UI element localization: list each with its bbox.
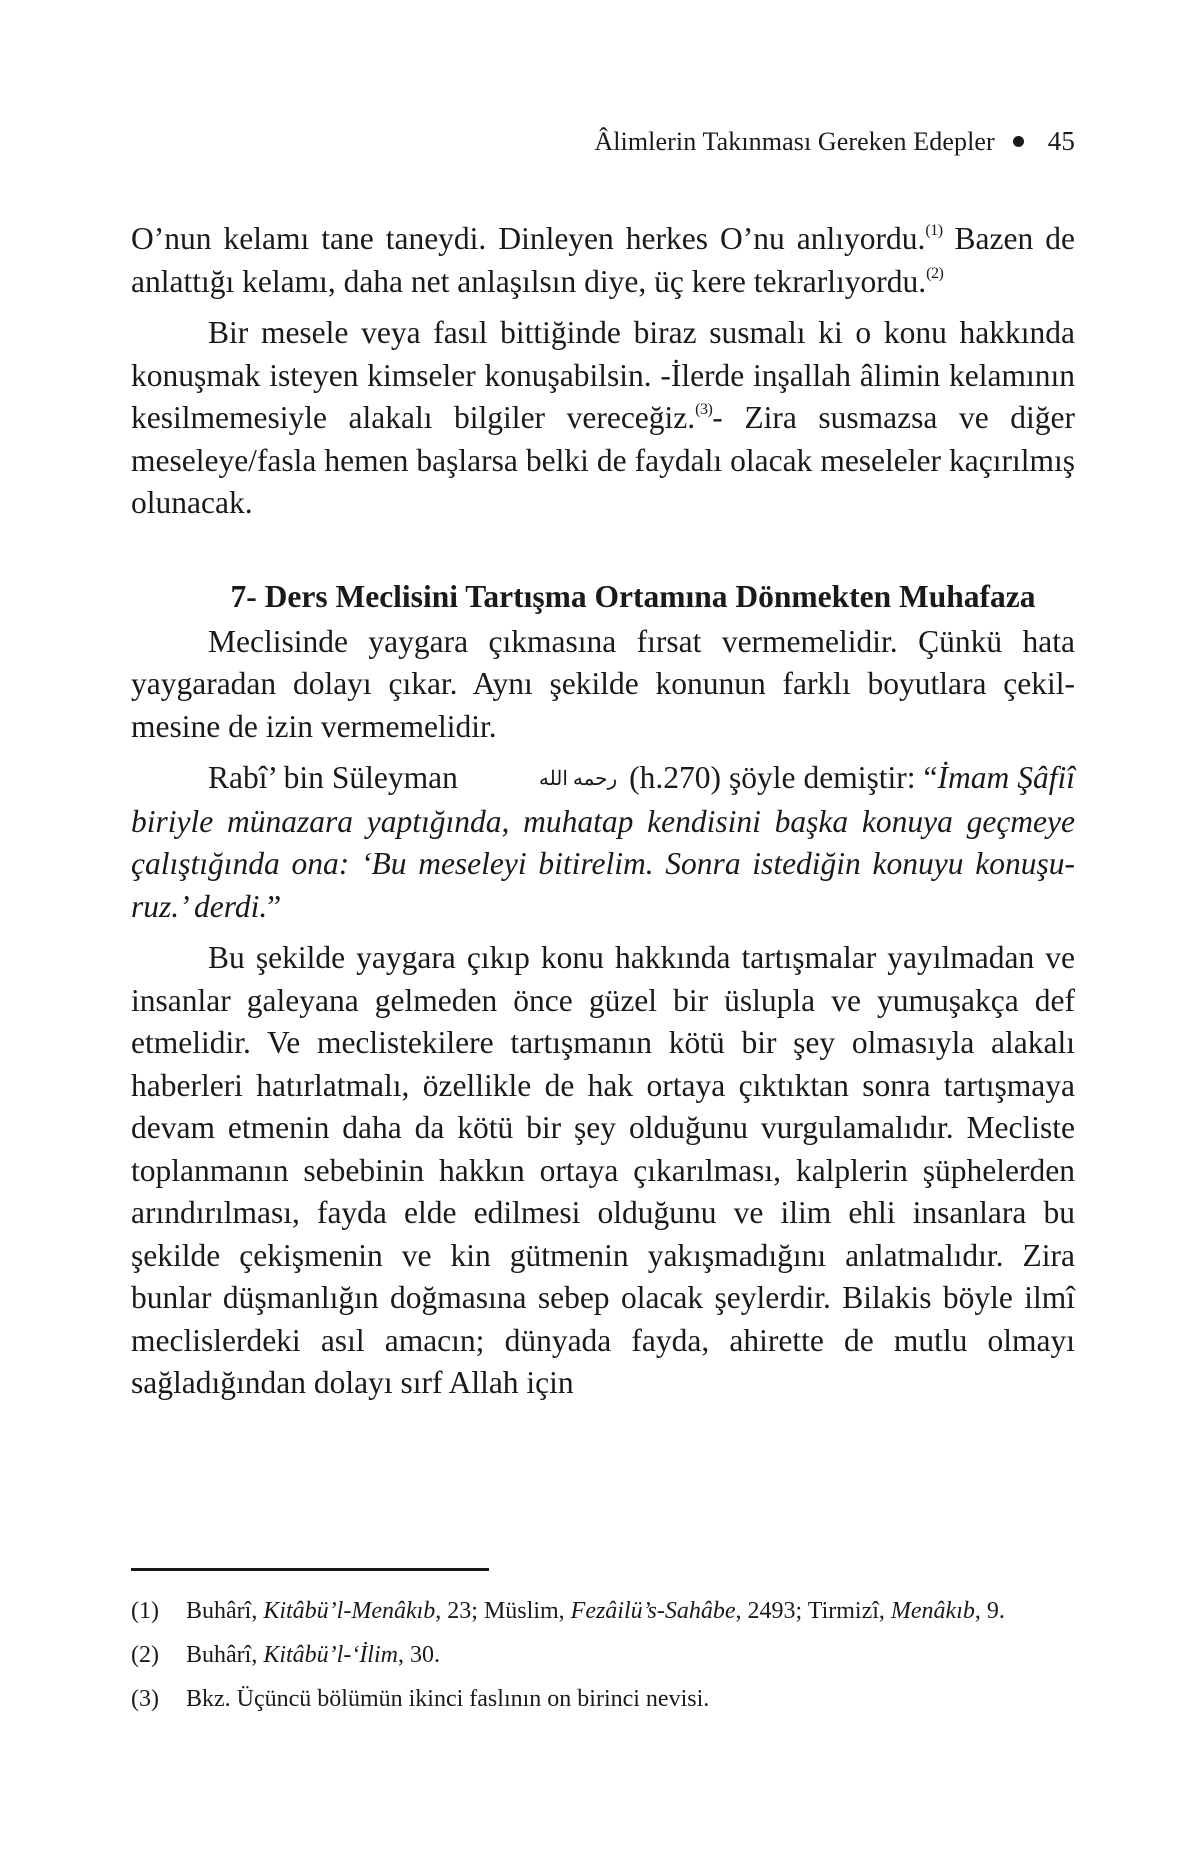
page-number: 45 bbox=[1047, 126, 1075, 156]
footnote-number: (3) bbox=[131, 1686, 159, 1712]
paragraph-4 bbox=[131, 757, 1075, 928]
section-heading: 7- Ders Meclisini Tartışma Ortamına Dönmekten Muhafaza bbox=[230, 578, 1036, 614]
footnote-part: Buhârî, bbox=[186, 1598, 264, 1624]
paragraph-text: ” bbox=[267, 888, 282, 924]
footnote-part: , 2493; Tirmizî, bbox=[735, 1598, 891, 1624]
footnote-text bbox=[186, 1592, 1075, 1630]
quotation: İmam Şâfiî biriyle münazara yaptığında, muhatap kendisini başka konuya geçmeye çalıştığında ona: ‘Bu meseleyi bitirelim. Sonra istediğin konuyu konuşuruz.’ derdi. bbox=[131, 760, 1075, 924]
footnote-part: , 9. bbox=[974, 1598, 1005, 1624]
footnote-ref-1: (1) bbox=[925, 222, 943, 239]
running-header bbox=[594, 126, 1075, 157]
paragraph-text: Bazen de anlattığı kelamı, daha net anlaşılsın diye, üç kere tekrarlıyordu. bbox=[131, 221, 1075, 299]
paragraph-text: Rabî’ bin Süleyman bbox=[208, 760, 458, 795]
footnote-number: (1) bbox=[131, 1598, 159, 1624]
footnote-part: , 30. bbox=[397, 1642, 440, 1668]
footnote-text bbox=[186, 1636, 1075, 1674]
footnote-italic: Menâkıb bbox=[890, 1598, 975, 1624]
paragraph-text: - Zira susmazsa ve diğer meseleye/fasla hemen başlarsa belki de faydalı olacak meseleler kaçırılmış olunacak. bbox=[131, 400, 1075, 520]
book-page bbox=[131, 0, 1075, 1867]
footnote-part: , 23; Müslim, bbox=[435, 1598, 571, 1624]
paragraph-text: O’nun kelamı tane taneydi. Dinleyen herkes O’nu anlıyordu. bbox=[131, 221, 926, 256]
footnote-part: Buhârî, bbox=[186, 1642, 264, 1668]
footnote-divider bbox=[131, 1568, 489, 1571]
paragraph-2 bbox=[131, 312, 1075, 525]
footnote-number: (2) bbox=[131, 1642, 159, 1668]
footnote-text: Bkz. Üçüncü bölümün ikinci faslının on birinci nevisi. bbox=[186, 1686, 710, 1712]
paragraph-text: (h.270) şöyle demiştir: “ bbox=[621, 760, 938, 795]
body-text bbox=[131, 218, 1075, 1405]
arabic-honorific: رحمه الله bbox=[538, 768, 618, 790]
paragraph-1 bbox=[131, 218, 1075, 303]
footnote-italic: Kitâbü’l-‘İlim bbox=[263, 1642, 398, 1668]
running-title: Âlimlerin Takınması Gereken Edepler bbox=[594, 126, 995, 156]
bullet-separator bbox=[1013, 136, 1024, 147]
paragraph-text: Bir mesele veya fasıl bittiğinde biraz susmalı ki o konu hakkında konuşmak isteyen kimseler konuşabilsin. -İlerde inşallah âlimin kelamının kesilmemesiyle alakalı bilgiler vereceğiz. bbox=[131, 315, 1075, 435]
paragraph-5: Bu şekilde yaygara çıkıp konu hakkında tartışmalar yayılmadan ve insanlar galeyana gelmeden önce güzel bir üslupla ve yumuşakça def etmelidir. Ve meclistekilere tartışmanın kötü bir şey olmasıyla alakalı haberleri hatırlatmalı, özellikle de hak ortaya çıktıktan sonra tartışmaya devam etmenin daha da kötü bir şey olduğunu vurgulamalıdır. Mecliste toplanmanın sebebinin hakkın ortaya çıkarılması, kalplerin şüphelerden arındırılması, fayda elde edilmesi olduğunu ve ilim ehli insanlara bu şekilde çekişmenin ve kin gütmenin yakışmadığını anlatmalıdır. Zira bunlar düşmanlığın doğmasına sebep olacak şeylerdir. Bilakis böyle ilmî meclislerdeki asıl amacın; dünyada fayda, ahirette de mutlu olmayı sağladığından dolayı sırf Allah için bbox=[131, 940, 1075, 1400]
footnote-ref-3: (3) bbox=[695, 401, 713, 418]
footnotes bbox=[131, 1592, 1075, 1724]
footnote-1 bbox=[131, 1592, 1075, 1630]
footnote-2 bbox=[131, 1636, 1075, 1674]
footnote-3 bbox=[131, 1680, 1075, 1718]
footnote-ref-2: (2) bbox=[926, 264, 944, 282]
footnote-italic: Fezâilü’s-Sahâbe bbox=[570, 1598, 736, 1624]
footnote-italic: Kitâbü’l-Menâkıb bbox=[263, 1598, 436, 1624]
paragraph-3: Meclisinde yaygara çıkmasına fırsat vermemelidir. Çünkü hata yaygaradan dolayı çıkar. Aynı şekilde konunun farklı boyutlara çekilmesine de izin vermemelidir. bbox=[131, 623, 1075, 744]
